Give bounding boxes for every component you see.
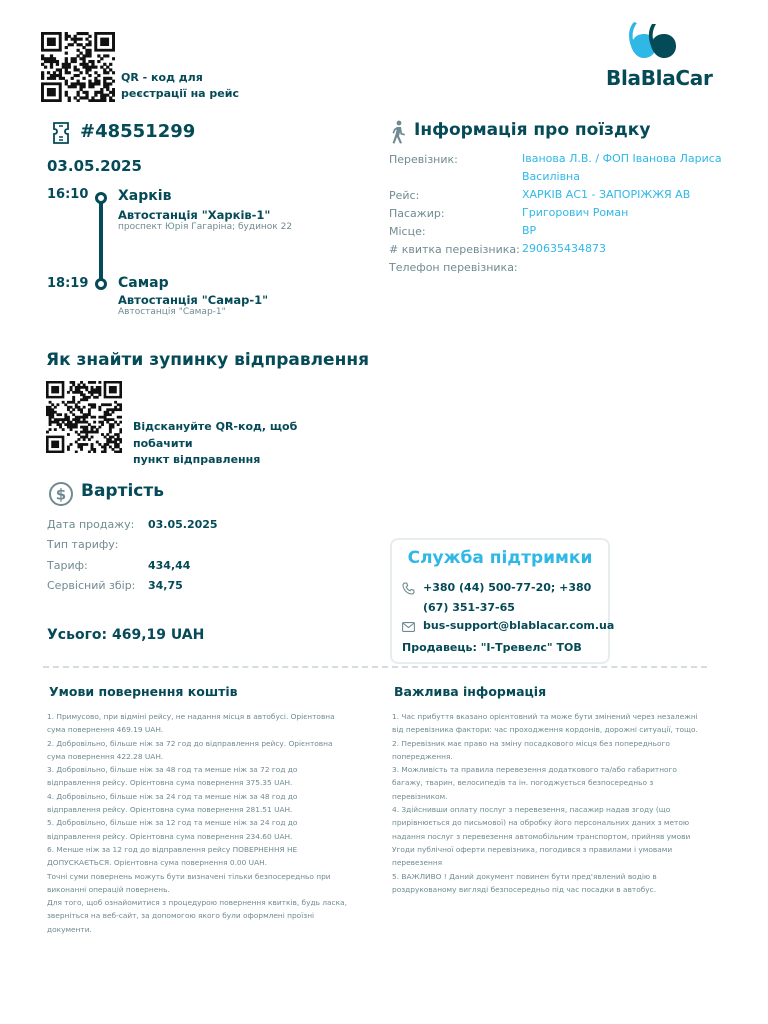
service-fee-value: 34,75 [148, 579, 183, 592]
logo-text: BlaBlaCar [606, 66, 713, 90]
booking-number: #48551299 [80, 121, 196, 142]
support-email[interactable]: bus-support@blablacar.com.ua [423, 619, 615, 632]
important-title: Важлива інформація [394, 684, 547, 699]
support-phone[interactable]: +380 (44) 500-77-20; +380 (67) 351-37-65 [423, 581, 592, 614]
stop-caption [133, 419, 353, 469]
refund-line: Для того, щоб ознайомитися з процедурою повернення квитків, будь ласка, [47, 898, 347, 908]
departure-time: 16:10 [47, 187, 89, 202]
tariff-value: 434,44 [148, 559, 191, 572]
route-line [99, 198, 103, 284]
ticket-icon [50, 121, 72, 145]
arrival-address: Автостанція "Самар-1" [118, 307, 226, 317]
passenger-label: Пасажир: [389, 207, 445, 220]
carrier-value: Іванова Л.В. / ФОП Іванова Лариса Василівна [522, 152, 722, 183]
service-fee-label: Сервісний збір: [47, 579, 136, 592]
support-seller: Продавець: "І-Тревелс" ТОВ [402, 641, 582, 654]
important-info [392, 710, 722, 896]
blablacar-logo [604, 20, 713, 90]
refund-line: сума повернення 422.28 UAH. [47, 751, 164, 761]
important-line: Угоди публічної оферти перевізника, погодився з правилами і умовами [392, 844, 673, 854]
refund-line: відправлення рейсу. Орієнтовна сума повернення 375.35 UAH. [47, 778, 293, 788]
important-line: роздрукованому вигляді безпосередньо під час посадки в автобус. [392, 884, 657, 894]
refund-conditions [47, 710, 377, 936]
trip-info-title: Інформація про поїздку [414, 120, 651, 140]
cost-title: Вартість [81, 481, 164, 501]
sale-date-value: 03.05.2025 [148, 518, 218, 531]
qr-caption [121, 70, 239, 101]
carrier-ticket-value: 290635434873 [522, 242, 606, 255]
section-divider [43, 666, 707, 668]
important-line: попередження. [392, 751, 453, 761]
important-line: багажу, тварин, велосипедів та ін. погоджується безпосередньо з [392, 778, 654, 788]
refund-line: відправлення рейсу. Орієнтовна сума повернення 234.60 UAH. [47, 831, 293, 841]
qr-caption-line1: QR - код для [121, 71, 203, 84]
important-line: 5. ВАЖЛИВО ! Даний документ повинен бути пред'явлений водію в [392, 871, 657, 881]
stop-caption-line1: Відскануйте QR-код, щоб побачити [133, 420, 298, 450]
refund-line: виконанні операцій повернень. [47, 884, 170, 894]
important-line: від перевізника фактори: час проходження кордонів, дорожні ситуації, тощо. [392, 725, 698, 735]
stop-caption-line2: пункт відправлення [133, 453, 261, 466]
phone-icon [402, 582, 415, 595]
departure-city: Харків [118, 188, 172, 204]
arrival-dot [95, 278, 107, 290]
important-line: надання послуг з перевезення автомобільним транспортом, прийняв умови [392, 831, 691, 841]
checkin-qr-code [41, 32, 115, 102]
blablacar-logo-icon [604, 20, 694, 64]
seat-value: ВР [522, 224, 537, 237]
important-line: 2. Перевізник має право на зміну посадкового місця без попереднього [392, 738, 670, 748]
refund-line: Точні суми повернень можуть бути визначені тільки безпосередньо при [47, 871, 331, 881]
support-box [390, 538, 615, 664]
route-value: ХАРКІВ АС1 - ЗАПОРІЖЖЯ АВ [522, 188, 691, 201]
refund-line: 1. Примусово, при відміні рейсу, не надання місця в автобусі. Орієнтовна [47, 712, 335, 721]
sale-date-label: Дата продажу: [47, 518, 135, 531]
tariff-type-label: Тип тарифу: [47, 538, 119, 551]
arrival-city: Самар [118, 275, 169, 291]
refund-line: сума повернення 469.19 UAH. [47, 725, 164, 735]
passenger-walking-icon [388, 120, 408, 144]
departure-address: проспект Юрія Гагаріна; будинок 22 [118, 222, 293, 232]
trip-date: 03.05.2025 [47, 157, 142, 175]
arrival-station: Автостанція "Самар-1" [118, 293, 269, 307]
important-line: 1. Час прибуття вказано орієнтовний та може бути змінений через незалежні [392, 712, 698, 721]
tariff-label: Тариф: [47, 559, 88, 572]
important-line: 4. Здійснивши оплату послуг з перевезення, пасажир надав згоду (що [392, 805, 671, 815]
mail-icon [402, 622, 415, 632]
refund-line: 3. Добровільно, більше ніж за 48 год та менше ніж за 72 год до [47, 765, 298, 775]
stop-title: Як знайти зупинку відправлення [46, 350, 369, 370]
departure-dot [95, 192, 107, 204]
support-title: Служба підтримки [407, 548, 593, 568]
total-amount: Усього: 469,19 UAH [47, 627, 205, 643]
carrier-ticket-label: # квитка перевізника: [389, 243, 520, 256]
important-line: прирівнюється до письмової) на обробку його персональних даних з метою [392, 818, 690, 828]
refund-line: 4. Добровільно, більше ніж за 24 год та менше ніж за 48 год до [47, 791, 298, 801]
important-line: перевезення [392, 858, 443, 868]
qr-caption-line2: реєстрації на рейс [121, 86, 239, 100]
refund-line: відправлення рейсу. Орієнтовна сума повернення 281.51 UAH. [47, 805, 293, 815]
svg-text:$: $ [55, 485, 67, 504]
refund-line: ДОПУСКАЄТЬСЯ. Орієнтовна сума повернення 0.00 UAH. [47, 858, 267, 868]
important-line: перевізником. [392, 791, 448, 801]
passenger-value: Григорович Роман [522, 206, 629, 219]
refund-line: документи. [47, 924, 92, 934]
route-label: Рейс: [389, 189, 420, 202]
important-line: 3. Можливість та правила перевезення додаткового та/або габаритного [392, 765, 677, 775]
carrier-label: Перевізник: [389, 153, 458, 166]
carrier-phone-label: Телефон перевізника: [389, 261, 518, 274]
seat-label: Місце: [389, 225, 426, 238]
refund-line: 2. Добровільно, більше ніж за 72 год до відправлення рейсу. Орієнтовна [47, 738, 333, 748]
refund-title: Умови повернення коштів [49, 684, 238, 699]
refund-line: 6. Менше ніж за 12 год до відправлення рейсу ПОВЕРНЕННЯ НЕ [47, 844, 298, 854]
departure-point-qr-code [46, 381, 122, 453]
arrival-time: 18:19 [47, 276, 89, 291]
departure-station: Автостанція "Харків-1" [118, 208, 271, 222]
dollar-icon [48, 481, 74, 507]
refund-line: зверніться на веб-сайт, за допомогою якого були оформлені проїзні [47, 911, 315, 921]
refund-line: 5. Добровільно, більше ніж за 12 год та менше ніж за 24 год до [47, 818, 298, 828]
